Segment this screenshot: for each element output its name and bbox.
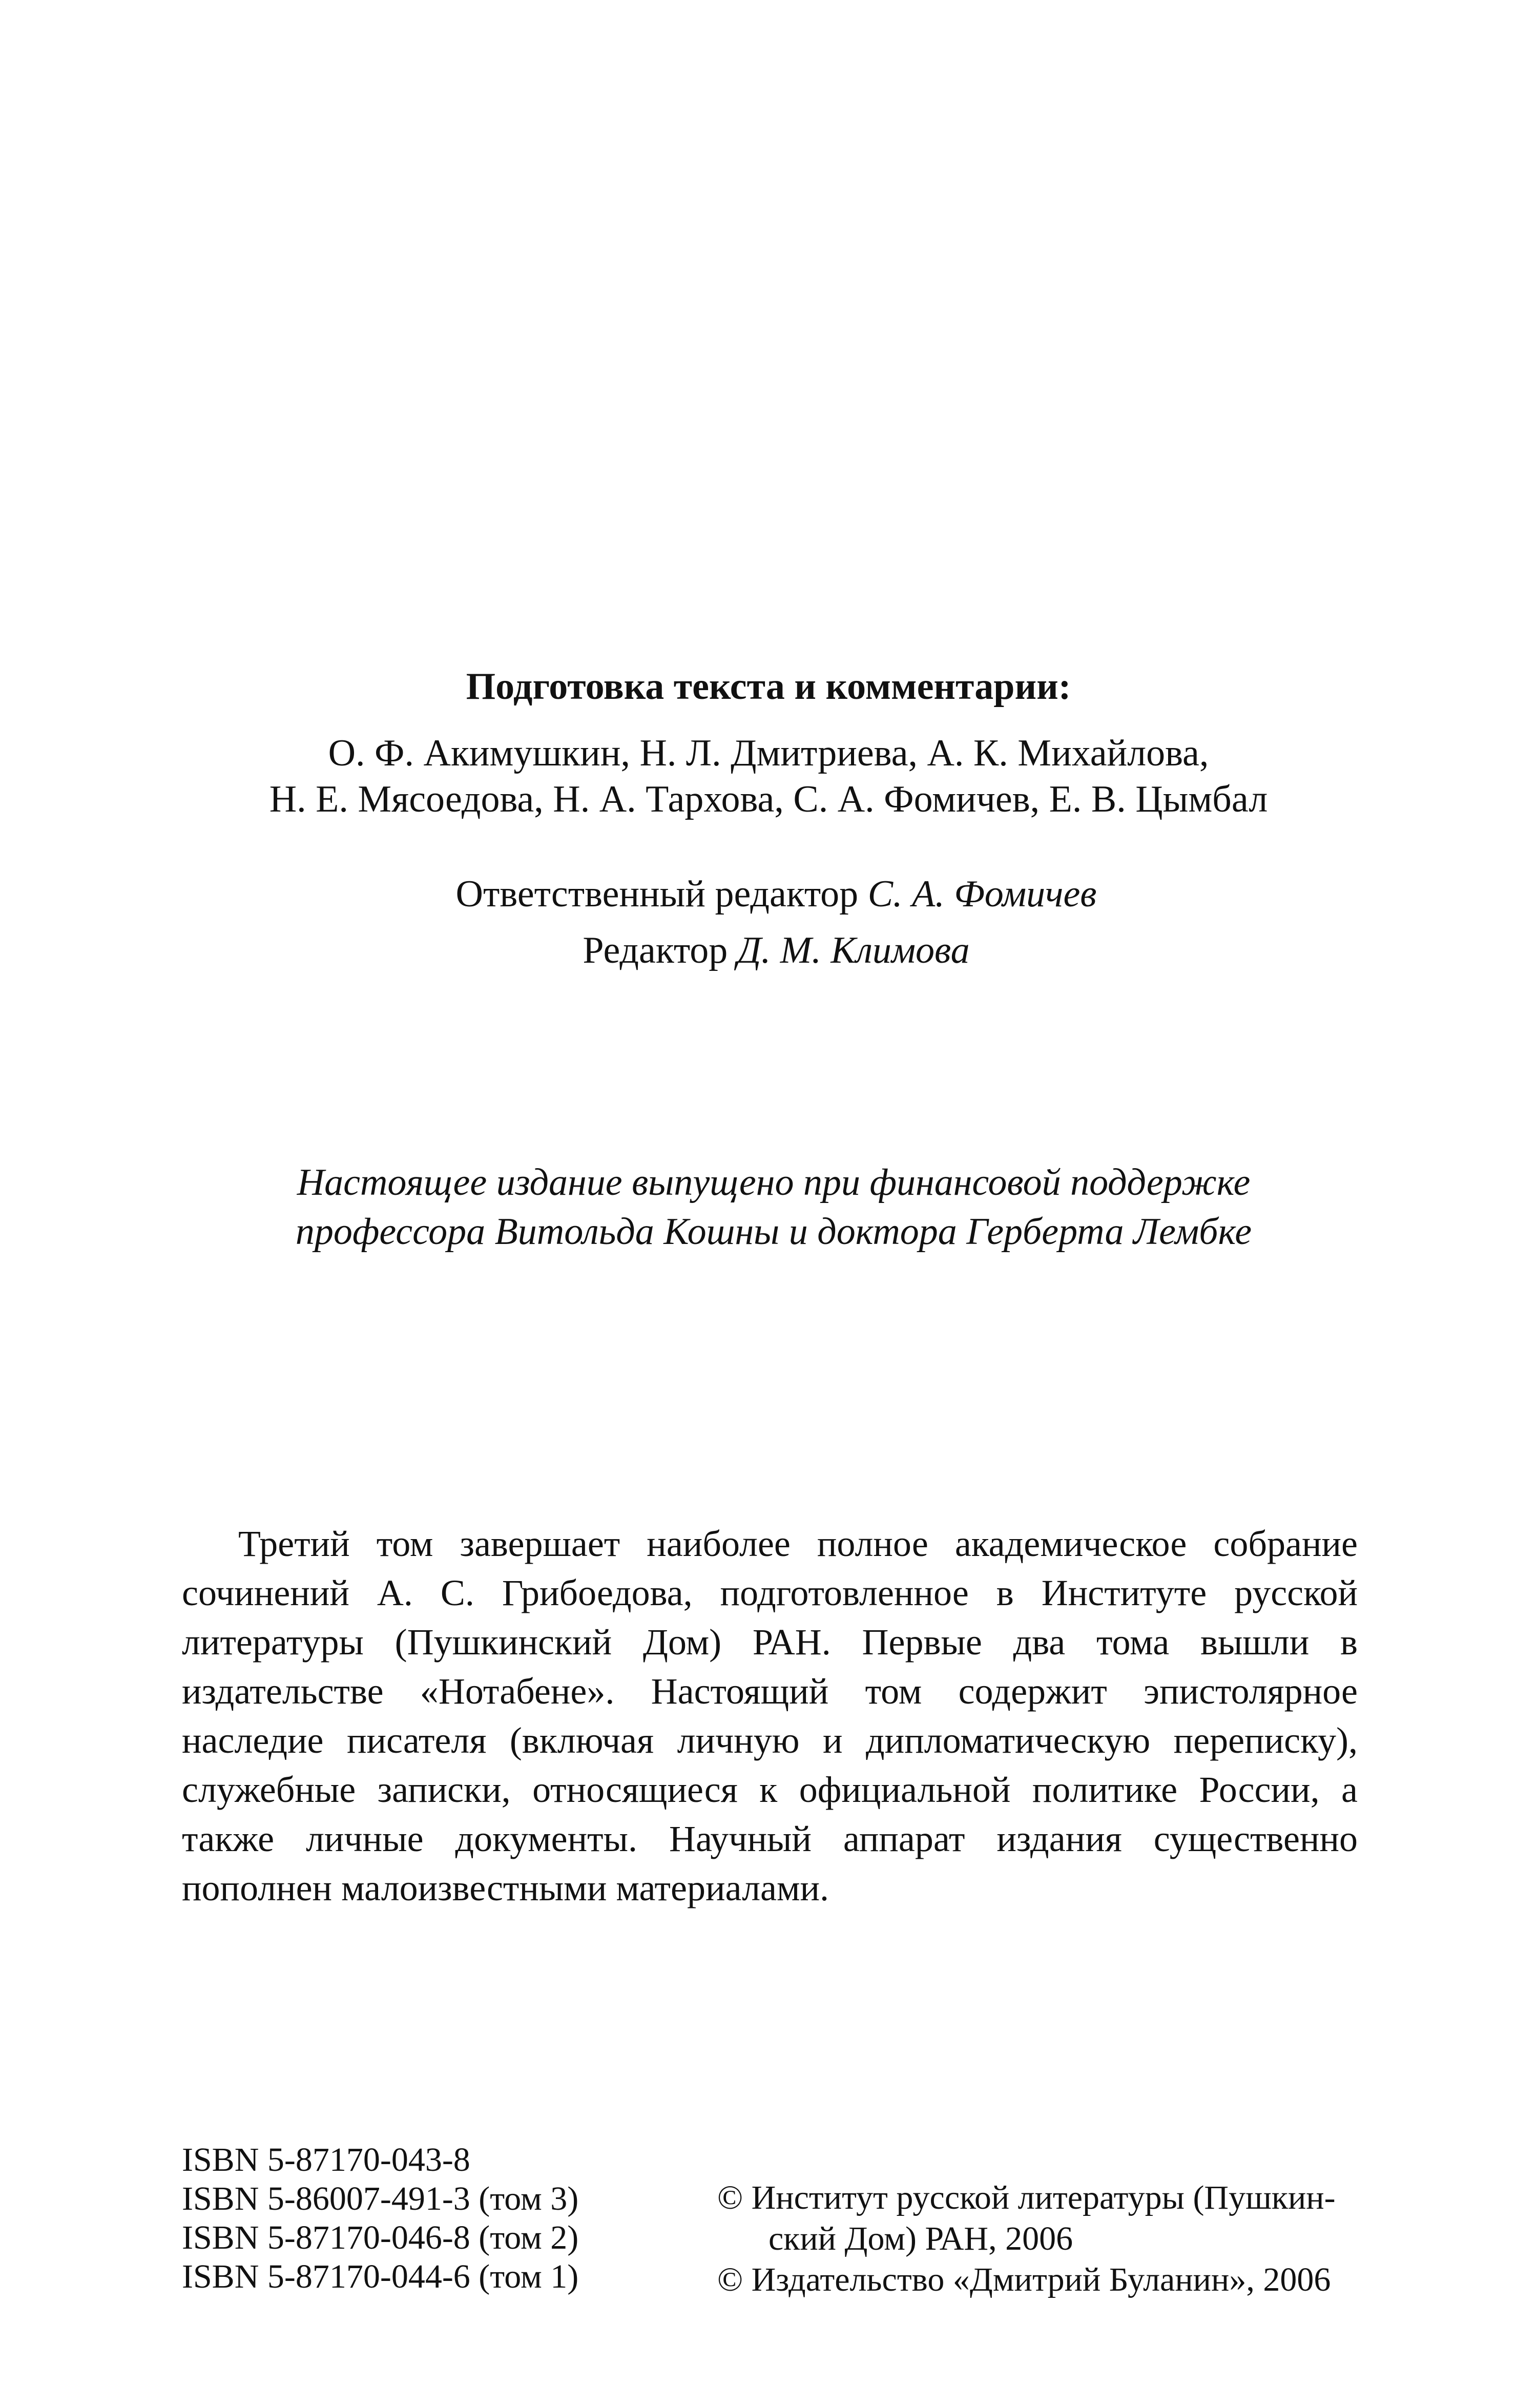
isbn-list <box>182 2141 578 2296</box>
isbn-line: ISBN 5-86007-491-3 (том 3) <box>182 2180 579 2217</box>
responsible-editor-label: Ответственный редактор <box>455 873 859 915</box>
isbn-line: ISBN 5-87170-043-8 <box>182 2141 470 2178</box>
annotation-line: также личные документы. Научный аппарат издания существенно <box>182 1818 1358 1859</box>
editor-label: Редактор <box>583 929 728 971</box>
copyright-publisher: © Издательство «Дмитрий Буланин», 2006 <box>717 2261 1331 2298</box>
authors-list <box>0 730 1537 822</box>
annotation-line: литературы (Пушкинский Дом) РАН. Первые два тома вышли в <box>182 1622 1358 1663</box>
annotation-line: пополнен малоизвестными материалами. <box>182 1867 829 1908</box>
annotation-paragraph <box>182 1519 1358 1913</box>
support-note <box>0 1158 1537 1256</box>
authors-line: О. Ф. Акимушкин, Н. Л. Дмитриева, А. К. Михайлова, <box>328 732 1209 774</box>
editor-name: Д. М. Климова <box>737 929 970 971</box>
annotation-line: наследие писателя (включая личную и дипломатическую переписку), <box>182 1720 1358 1761</box>
editor <box>0 927 1537 973</box>
annotation-line: издательстве «Нотабене». Настоящий том содержит эпистолярное <box>182 1671 1358 1712</box>
copyright-institute-continued: ский Дом) РАН, 2006 <box>768 2220 1073 2257</box>
authors-line: Н. Е. Мясоедова, Н. А. Тархова, С. А. Фомичев, Е. В. Цымбал <box>269 778 1268 820</box>
preparation-heading: Подготовка текста и комментарии: <box>466 666 1071 708</box>
annotation-line: Третий том завершает наиболее полное академическое собрание <box>238 1523 1358 1564</box>
copyright-notices <box>717 2177 1336 2300</box>
annotation-line: сочинений А. С. Грибоедова, подготовленное в Институте русской <box>182 1572 1358 1613</box>
isbn-line: ISBN 5-87170-046-8 (том 2) <box>182 2219 579 2256</box>
responsible-editor-name: С. А. Фомичев <box>867 873 1097 915</box>
support-note-line: Настоящее издание выпущено при финансовой поддержке <box>297 1161 1251 1203</box>
isbn-line: ISBN 5-87170-044-6 (том 1) <box>182 2258 579 2295</box>
annotation-line: служебные записки, относящиеся к официальной политике России, а <box>182 1769 1358 1810</box>
copyright-institute: © Институт русской литературы (Пушкин- <box>717 2179 1336 2216</box>
responsible-editor <box>0 871 1537 917</box>
support-note-line: профессора Витольда Кошны и доктора Герберта Лембке <box>295 1211 1252 1253</box>
